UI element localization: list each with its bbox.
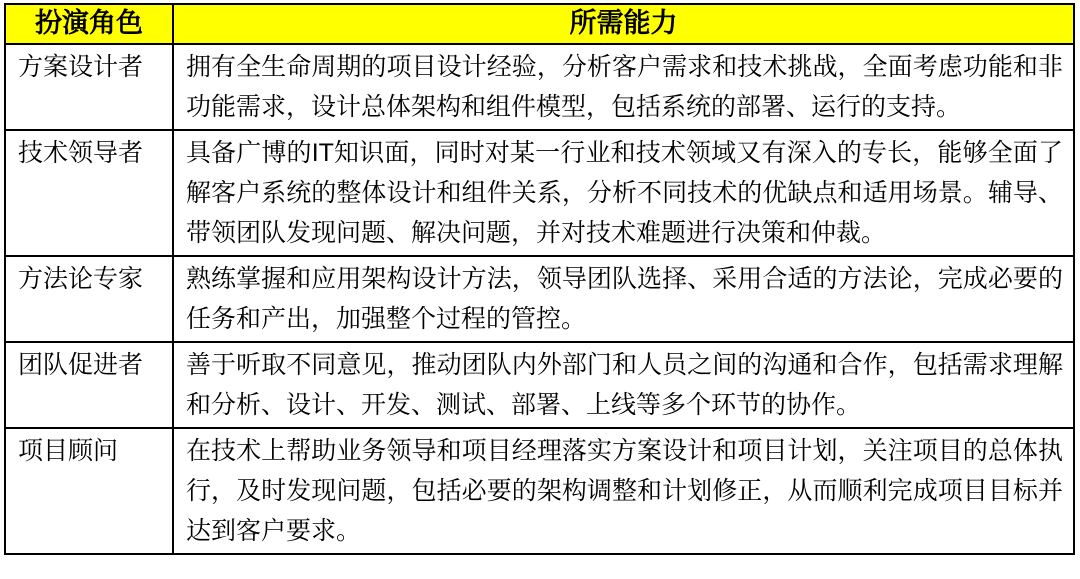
- ability-cell: 熟练掌握和应用架构设计方法，领导团队选择、采用合适的方法论，完成必要的任务和产出，加强整个过程的管控。: [173, 256, 1074, 342]
- ability-cell: 在技术上帮助业务领导和项目经理落实方案设计和项目计划，关注项目的总体执行，及时发现问题，包括必要的架构调整和计划修正，从而顺利完成项目目标并达到客户要求。: [173, 428, 1074, 554]
- role-cell: 项目顾问: [5, 428, 173, 554]
- table-row: [5, 256, 1074, 342]
- ability-cell: 具备广博的IT知识面，同时对某一行业和技术领域又有深入的专长，能够全面了解客户系统的整体设计和组件关系，分析不同技术的优缺点和适用场景。辅导、带领团队发现问题、解决问题，并对技术难题进行决策和仲裁。: [173, 130, 1074, 256]
- ability-cell: 善于听取不同意见，推动团队内外部门和人员之间的沟通和合作，包括需求理解和分析、设计、开发、测试、部署、上线等多个环节的协作。: [173, 342, 1074, 428]
- table-row: [5, 44, 1074, 130]
- roles-capabilities-table: [4, 3, 1075, 555]
- roles-capabilities-table-wrap: [4, 3, 1075, 555]
- role-cell: 方法论专家: [5, 256, 173, 342]
- table-row: [5, 130, 1074, 256]
- table-row: [5, 428, 1074, 554]
- ability-cell: 拥有全生命周期的项目设计经验，分析客户需求和技术挑战，全面考虑功能和非功能需求，设计总体架构和组件模型，包括系统的部署、运行的支持。: [173, 44, 1074, 130]
- role-cell: 技术领导者: [5, 130, 173, 256]
- header-cell-ability: 所需能力: [173, 4, 1074, 44]
- header-cell-role: 扮演角色: [5, 4, 173, 44]
- role-cell: 方案设计者: [5, 44, 173, 130]
- role-cell: 团队促进者: [5, 342, 173, 428]
- header-row: [5, 4, 1074, 44]
- table-row: [5, 342, 1074, 428]
